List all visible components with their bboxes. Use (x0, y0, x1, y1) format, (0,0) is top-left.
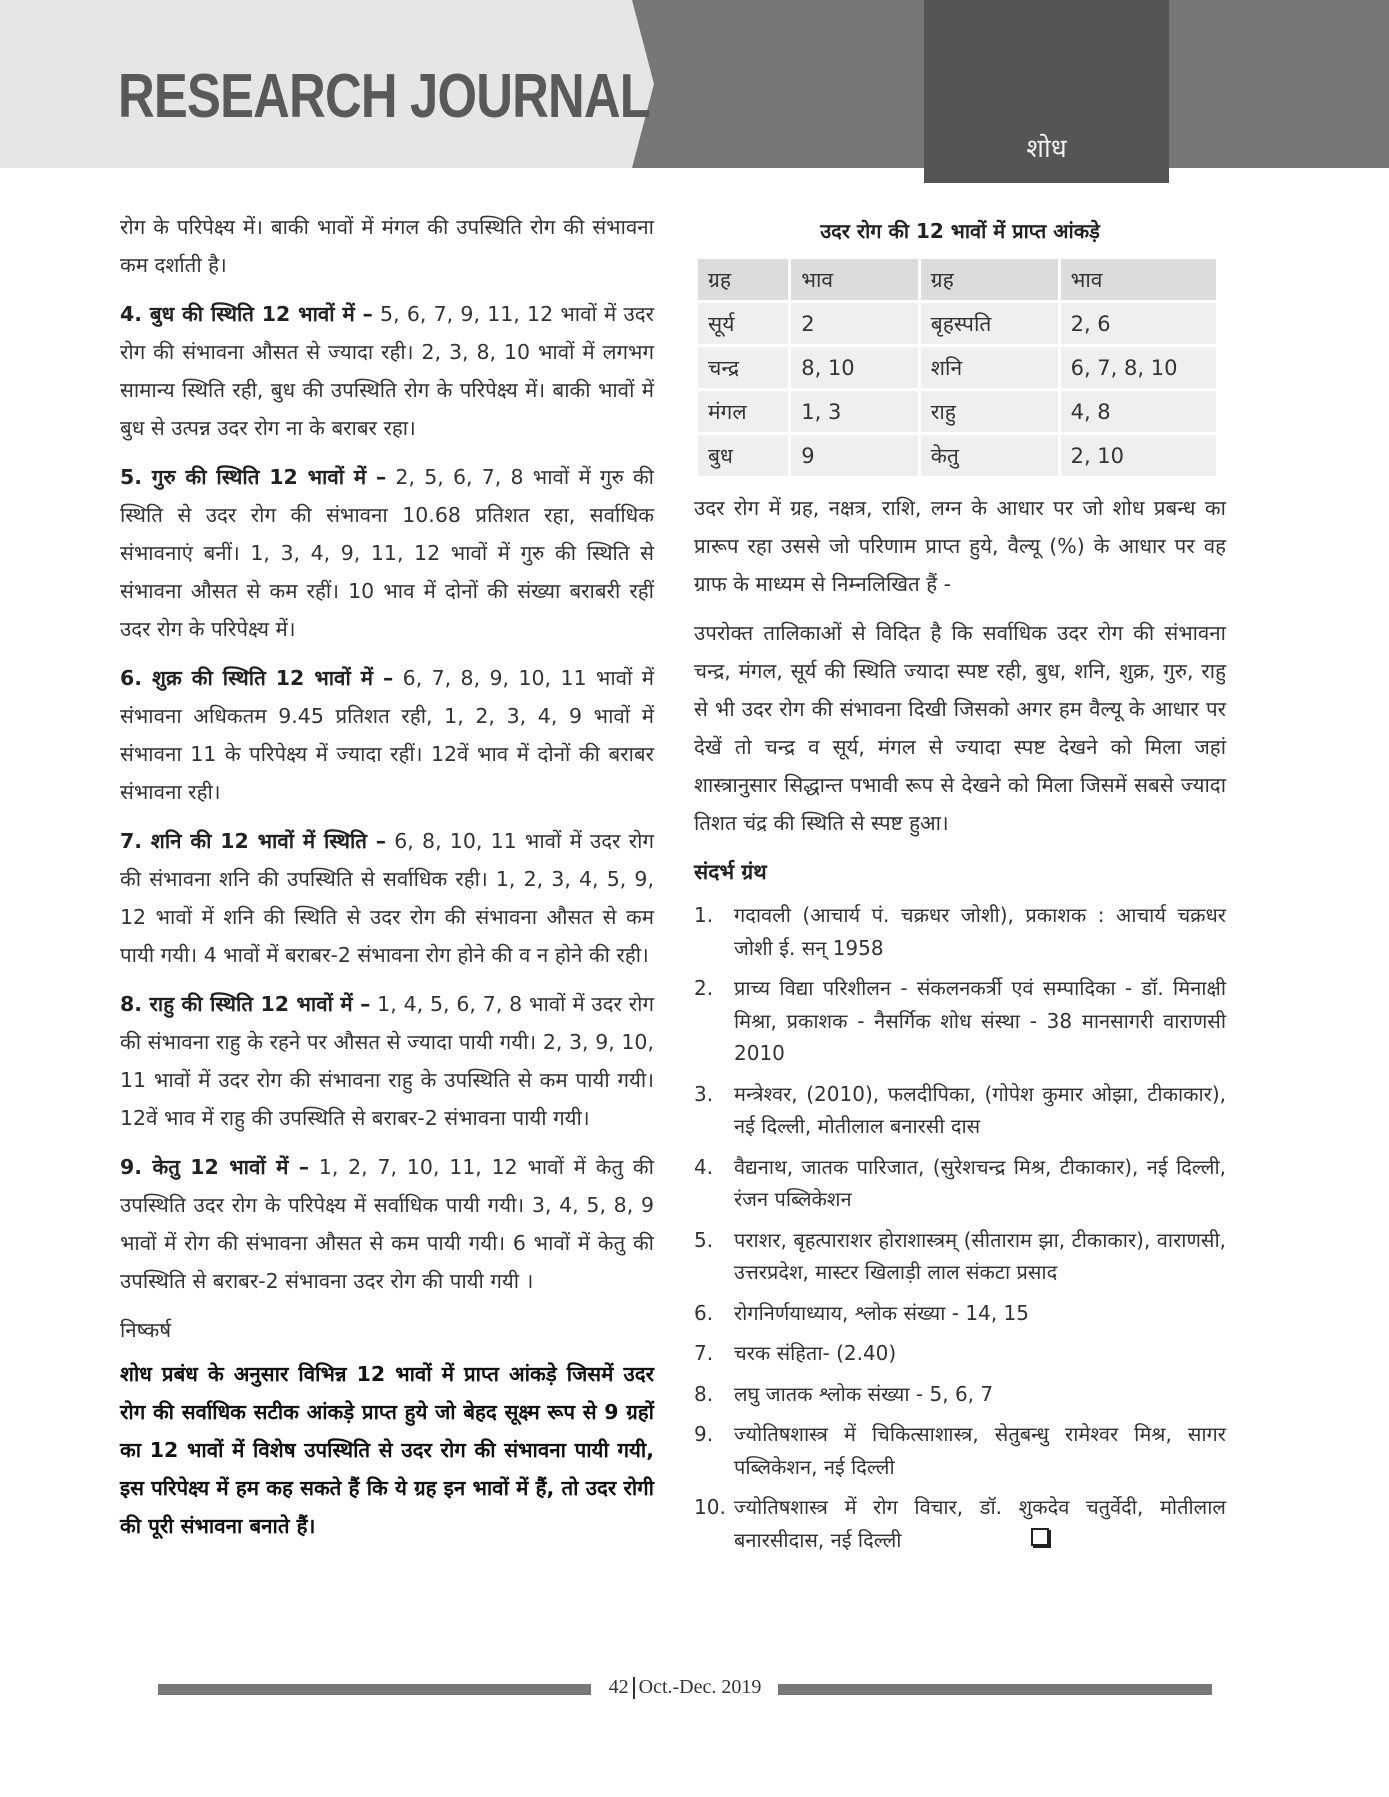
section-budh (120, 295, 654, 447)
section-tab-label: शोध (1026, 134, 1067, 164)
table-row (698, 347, 1216, 388)
footer-rule-right (778, 1684, 1212, 1695)
reference-number: 10. (694, 1495, 726, 1519)
section-text: 6, 8, 10, 11 भावों में उदर रोग की संभावना शनि की उपस्थिति से सर्वाधिक रही। 1, 2, 3, 4, 5, 9, 12 भावों में शनि की स्थिति से उदर रोग की संभावना औसत से कम पायी गयी। 4 भावों में बराबर-2 संभावना रोग होने की व न होने की रही। (120, 829, 654, 967)
table-cell: 2 (791, 303, 921, 344)
reference-number: 4. (694, 1154, 714, 1179)
section-shukra (120, 659, 654, 811)
table-cell: 2, 10 (1061, 435, 1216, 476)
reference-text: प्राच्य विद्या परिशीलन - संकलनकर्त्री एवं सम्पादिका - डॉ. मिनाक्षी मिश्रा, प्रकाशक - नैसर्गिक शोध संस्था - 38 मानसागरी वाराणसी 2010 (734, 976, 1226, 1065)
table-cell: बृहस्पति (921, 303, 1061, 344)
reference-text: वैद्यनाथ, जातक पारिजात, (सुरेशचन्द्र मिश्र, टीकाकार), नई दिल्ली, रंजन पब्लिकेशन (734, 1154, 1226, 1211)
table-cell: 1, 3 (791, 391, 921, 432)
reference-number: 8. (694, 1381, 714, 1406)
reference-number: 6. (694, 1300, 714, 1325)
section-text: 5, 6, 7, 9, 11, 12 भावों में उदर रोग की संभावना औसत से ज्यादा रही। 2, 3, 8, 10 भावों में लगभग सामान्य स्थिति रही, बुध की उपस्थिति रोग के परिपेक्ष्य में। बाकी भावों में बुध से उत्पन्न उदर रोग ना के बराबर रहा। (120, 302, 654, 440)
table-caption: उदर रोग की 12 भावों में प्राप्त आंकड़े (820, 219, 1100, 243)
references-list (694, 899, 1226, 1556)
table-header: भाव (791, 259, 921, 300)
table-cell: बुध (698, 435, 791, 476)
conclusion-heading: निष्कर्ष (120, 1318, 172, 1342)
table-cell: सूर्य (698, 303, 791, 344)
table-cell: चन्द्र (698, 347, 791, 388)
reference-text: मन्त्रेश्वर, (2010), फलदीपिका, (गोपेश कुमार ओझा, टीकाकार), नई दिल्ली, मोतीलाल बनारसी दास (734, 1081, 1226, 1138)
table-row (698, 303, 1216, 344)
table-header: ग्रह (698, 259, 791, 300)
reference-item (694, 1378, 1226, 1411)
section-ketu (120, 1148, 654, 1300)
section-heading: 9. केतु 12 भावों में – (120, 1155, 309, 1179)
reference-text: पराशर, बृहत्पाराशर होराशास्त्रम् (सीताराम झा, टीकाकार), वाराणसी, उत्तरप्रदेश, मास्टर खिलाड़ी लाल संकटा प्रसाद (734, 1227, 1226, 1284)
right-column (694, 208, 1226, 1564)
reference-text-content: ज्योतिषशास्त्र में रोग विचार, डॉ. शुकदेव चतुर्वेदी, मोतीलाल बनारसीदास, नई दिल्ली (734, 1495, 1226, 1552)
table-header: भाव (1061, 259, 1216, 300)
journal-title: RESEARCH JOURNAL (118, 62, 651, 131)
reference-number: 3. (694, 1081, 714, 1106)
reference-item (694, 1224, 1226, 1289)
footer-separator (633, 1677, 635, 1699)
footer-rule-left (158, 1684, 591, 1695)
section-text: 1, 4, 5, 6, 7, 8 भावों में उदर रोग की संभावना राहु के रहने पर औसत से ज्यादा पायी गयी। 2, 3, 9, 10, 11 भावों में उदर रोग की संभावना राहु के उपस्थिति से कम पायी गयी। 12वें भाव में राहु की उपस्थिति से बराबर-2 संभावना पायी गयी। (120, 992, 654, 1130)
section-tab (924, 0, 1169, 183)
reference-text: गदावली (आचार्य पं. चक्रधर जोशी), प्रकाशक : आचार्य चक्रधर जोशी ई. सन् 1958 (734, 903, 1226, 960)
section-guru (120, 458, 654, 648)
issue-label: Oct.-Dec. 2019 (638, 1676, 762, 1698)
table-row (698, 435, 1216, 476)
section-heading: 4. बुध की स्थिति 12 भावों में – (120, 302, 373, 326)
body-paragraph: उपरोक्त तालिकाओं से विदित है कि सर्वाधिक उदर रोग की संभावना चन्द्र, मंगल, सूर्य की स्थिति ज्यादा स्पष्ट रही, बुध, शनि, शुक्र, गुरु, राहु से भी उदर रोग की संभावना दिखी जिसको अगर हम वैल्यू के आधार पर देखें तो चन्द्र व सूर्य, मंगल से ज्यादा स्पष्ट देखने को मिला जहां शास्त्रानुसार सिद्धान्त पभावी रूप से देखने को मिला जिसमें सबसे ज्यादा तिशत चंद्र की स्थिति से स्पष्ट हुआ। (694, 621, 1226, 835)
table-cell: 8, 10 (791, 347, 921, 388)
reference-number: 5. (694, 1227, 714, 1252)
table-row (698, 391, 1216, 432)
reference-text: चरक संहिता- (2.40) (734, 1341, 897, 1365)
page-footer (596, 1676, 774, 1699)
reference-text (734, 1491, 1226, 1556)
reference-item (694, 972, 1226, 1070)
reference-number: 2. (694, 976, 714, 1000)
section-text: 2, 5, 6, 7, 8 भावों में गुरु की स्थिति से उदर रोग की संभावना 10.68 प्रतिशत रहा, सर्वाधिक संभावनाएं बनीं। 1, 3, 4, 9, 11, 12 भावों में गुरु की स्थिति से संभावना औसत से कम रहीं। 10 भाव में दोनों की संख्या बराबरी रहीं उदर रोग के परिपेक्ष्य में। (120, 465, 654, 641)
end-of-article-icon (1031, 1528, 1049, 1546)
conclusion-text: शोध प्रबंध के अनुसार विभिन्न 12 भावों में प्राप्त आंकड़े जिसमें उदर रोग की सर्वाधिक सटीक आंकड़े प्राप्त हुये जो बेहद सूक्ष्म रूप से 9 ग्रहों का 12 भावों में विशेष उपस्थिति से उदर रोग की संभावना पायी गयी, इस परिपेक्ष्य में हम कह सकते हैं कि ये ग्रह इन भावों में हैं, तो उदर रोगी की पूरी संभावना बनाते हैं। (120, 1362, 654, 1538)
table-cell: 9 (791, 435, 921, 476)
section-heading: 6. शुक्र की स्थिति 12 भावों में – (120, 666, 394, 690)
table-header: ग्रह (921, 259, 1061, 300)
planet-house-table (698, 256, 1216, 479)
table-cell: मंगल (698, 391, 791, 432)
table-cell: राहु (921, 391, 1061, 432)
section-heading: 7. शनि की 12 भावों में स्थिति – (120, 829, 387, 853)
body-paragraph: उदर रोग में ग्रह, नक्षत्र, राशि, लग्न के आधार पर जो शोध प्रबन्ध का प्रारूप रहा उससे जो परिणाम प्राप्त हुये, वैल्यू (%) के आधार पर वह ग्राफ के माध्यम से निम्नलिखित हैं - (694, 496, 1226, 596)
reference-item (694, 1491, 1226, 1556)
reference-number: 7. (694, 1341, 714, 1365)
section-heading: 8. राहु की स्थिति 12 भावों में – (120, 992, 371, 1016)
section-shani (120, 822, 654, 974)
reference-item (694, 1337, 1226, 1370)
reference-number: 1. (694, 903, 714, 927)
reference-item (694, 1297, 1226, 1330)
reference-item (694, 1418, 1226, 1483)
table-cell: 2, 6 (1061, 303, 1216, 344)
section-text: 6, 7, 8, 9, 10, 11 भावों में संभावना अधिकतम 9.45 प्रतिशत रही, 1, 2, 3, 4, 9 भावों में संभावना 11 के परिपेक्ष्य में ज्यादा रहीं। 12वें भाव में दोनों की बराबर संभावना रही। (120, 666, 654, 804)
table-cell: 6, 7, 8, 10 (1061, 347, 1216, 388)
reference-number: 9. (694, 1422, 714, 1446)
table-cell: केतु (921, 435, 1061, 476)
table-cell: 4, 8 (1061, 391, 1216, 432)
reference-text: लघु जातक श्लोक संख्या - 5, 6, 7 (734, 1381, 994, 1406)
table-cell: शनि (921, 347, 1061, 388)
section-text: 1, 2, 7, 10, 11, 12 भावों में केतु की उपस्थिति उदर रोग के परिपेक्ष्य में सर्वाधिक पायी गयी। 3, 4, 5, 8, 9 भावों में रोग की संभावना औसत से कम पायी गयी। 6 भावों में केतु की उपस्थिति से बराबर-2 संभावना उदर रोग की पायी गयी । (120, 1155, 654, 1293)
reference-item (694, 899, 1226, 964)
section-rahu (120, 985, 654, 1137)
reference-item (694, 1078, 1226, 1143)
left-column (120, 208, 654, 1556)
reference-text: ज्योतिषशास्त्र में चिकित्साशास्त्र, सेतुबन्धु रामेश्वर मिश्र, सागर पब्लिकेशन, नई दिल्ली (734, 1422, 1226, 1479)
page-number: 42 (608, 1676, 629, 1698)
references-heading: संदर्भ ग्रंथ (694, 860, 767, 884)
reference-item (694, 1151, 1226, 1216)
table-header-row (698, 259, 1216, 300)
intro-paragraph: रोग के परिपेक्ष्य में। बाकी भावों में मंगल की उपस्थिति रोग की संभावना कम दर्शाती है। (120, 215, 654, 277)
section-heading: 5. गुरु की स्थिति 12 भावों में – (120, 465, 387, 489)
reference-text: रोगनिर्णयाध्याय, श्लोक संख्या - 14, 15 (734, 1300, 1029, 1325)
